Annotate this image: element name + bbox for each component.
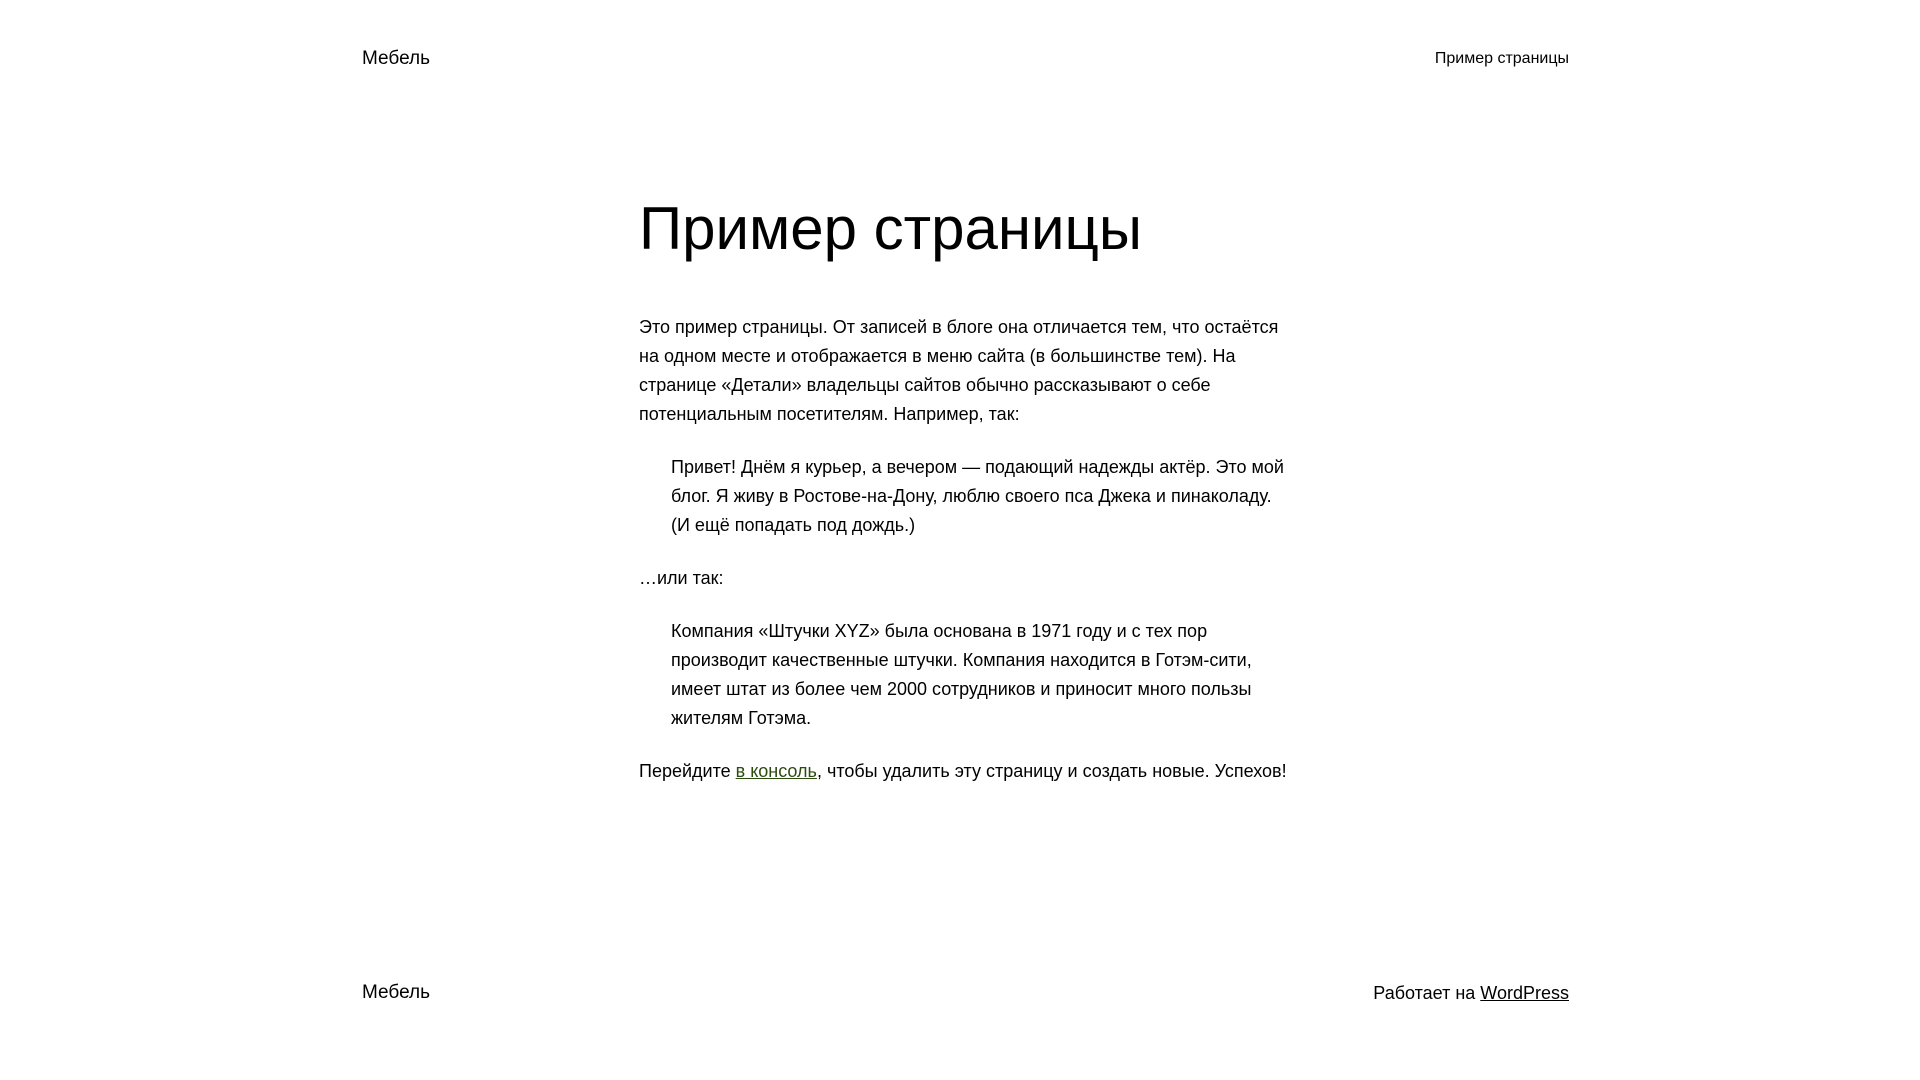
footer-site-title-link[interactable]: Мебель bbox=[362, 982, 430, 1003]
quote-courier bbox=[671, 453, 1291, 540]
nav-item-sample-page[interactable]: Пример страницы bbox=[1434, 50, 1569, 67]
quote-courier-text: Привет! Днём я курьер, а вечером — подающий надежды актёр. Это мой блог. Я живу в Ростове-на-Дону, люблю своего пса Джека и пинаколаду. (И ещё попадать под дождь.) bbox=[671, 457, 1284, 535]
site-header bbox=[362, 48, 1569, 70]
powered-by bbox=[1373, 983, 1569, 1004]
quote-company-text: Компания «Штучки XYZ» была основана в 1971 году и с тех пор производит качественные штучки. Компания находится в Готэм-сити, имеет штат из более чем 2000 сотрудников и приносит много пользы жителям Готэма. bbox=[671, 621, 1252, 728]
intro-paragraph: Это пример страницы. От записей в блоге она отличается тем, что остаётся на одном месте и отображается в меню сайта (в большинстве тем). На странице «Детали» владельцы сайтов обычно рассказывают о себе потенциальным посетителям. Например, так: bbox=[639, 317, 1279, 424]
site-footer bbox=[362, 982, 1569, 1004]
final-text-after: , чтобы удалить эту страницу и создать новые. Успехов! bbox=[816, 761, 1287, 781]
quote-company bbox=[671, 617, 1291, 733]
console-link[interactable]: в консоль bbox=[735, 761, 817, 781]
primary-navigation bbox=[1435, 50, 1569, 68]
final-paragraph bbox=[639, 757, 1299, 786]
final-text-before: Перейдите bbox=[639, 761, 736, 781]
page-title: Пример страницы bbox=[639, 195, 1143, 262]
site-title-link[interactable]: Мебель bbox=[362, 48, 430, 69]
or-paragraph: …или так: bbox=[639, 568, 724, 588]
powered-by-prefix: Работает на bbox=[1373, 982, 1481, 1003]
wordpress-link[interactable]: WordPress bbox=[1480, 982, 1569, 1003]
main-content bbox=[639, 196, 1299, 786]
